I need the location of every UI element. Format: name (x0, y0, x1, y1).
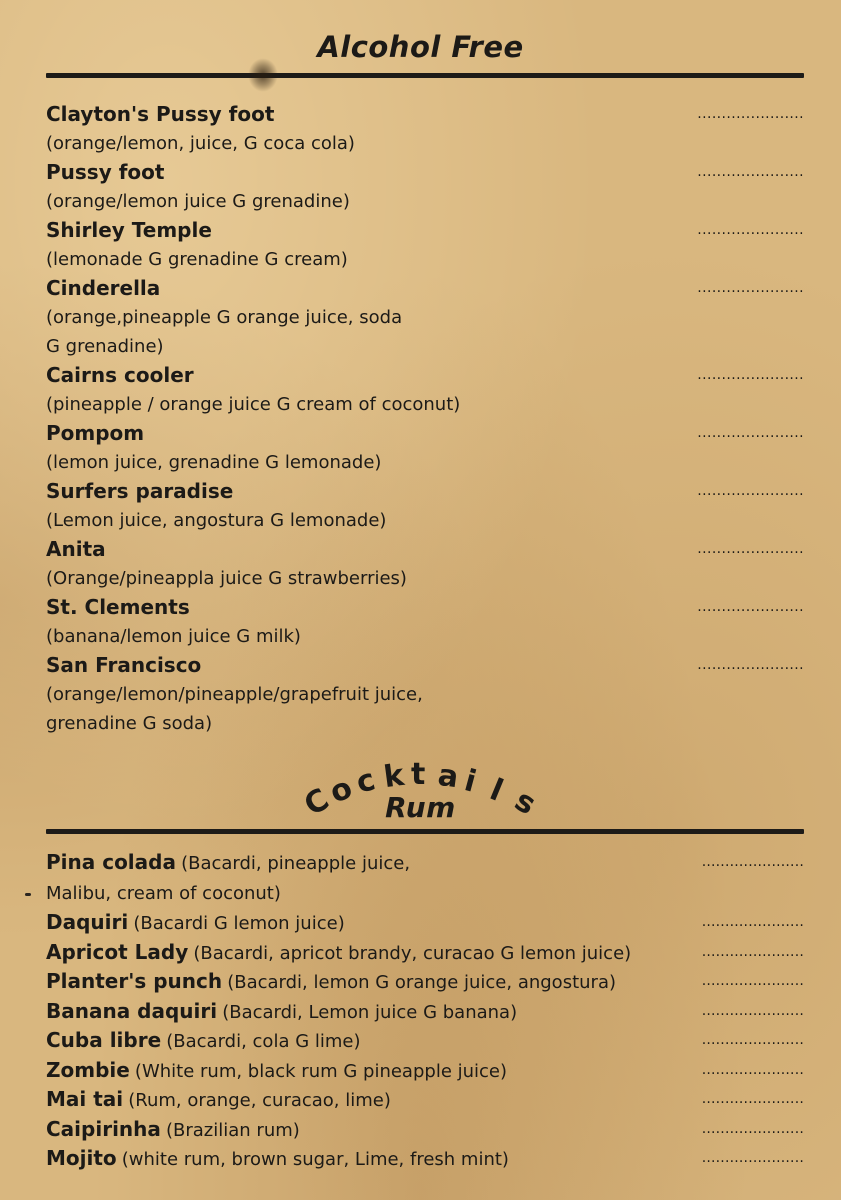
price-dots: ...................... (697, 280, 804, 296)
arc-letter: t (411, 757, 426, 792)
cocktail-name: Mojito (46, 1146, 117, 1170)
cocktail-description: (Bacardi, lemon G orange juice, angostura) (227, 972, 616, 993)
cocktail-name: Caipirinha (46, 1116, 161, 1141)
price-dots: ...................... (701, 914, 804, 930)
drink-description: (orange/lemon, juice, G coca cola) (46, 133, 355, 154)
drink-name: Cairns cooler (46, 363, 194, 387)
rum-subheading: Rum (385, 791, 456, 824)
cocktail-item (46, 1144, 804, 1174)
cocktail-item (46, 848, 804, 908)
arc-letter: l (485, 772, 509, 809)
price-dots: ...................... (697, 599, 804, 615)
cocktail-description: (White rum, black rum G pineapple juice) (134, 1060, 508, 1082)
price-dots: ...................... (701, 1061, 804, 1078)
cocktail-item (46, 1085, 804, 1115)
drink-description: (lemon juice, grenadine G lemonade) (46, 452, 382, 473)
arc-letter: o (324, 770, 357, 811)
cocktail-description-continued: Malibu, cream of coconut) (46, 882, 281, 904)
cocktail-name: Zombie (46, 1057, 130, 1082)
cocktail-description: (white rum, brown sugar, Lime, fresh mint) (121, 1149, 509, 1170)
cocktail-description: (Bacardi, apricot brandy, curacao G lemon juice) (193, 942, 632, 964)
drink-description: (orange,pineapple G orange juice, soda G grenadine) (46, 307, 403, 357)
price-dots: ...................... (697, 164, 804, 180)
cocktail-name: Pina colada (46, 850, 176, 874)
cocktail-description: (Bacardi, cola G lime) (166, 1031, 361, 1052)
drink-description: (Lemon juice, angostura G lemonade) (46, 510, 387, 531)
cocktail-item (46, 1056, 804, 1086)
drink-name: Pompom (46, 421, 145, 445)
stray-mark (25, 893, 31, 896)
price-dots: ...................... (701, 1032, 804, 1048)
drink-name: Surfers paradise (46, 479, 234, 503)
drink-name: Clayton's Pussy foot (46, 102, 275, 126)
price-dots: ...................... (701, 1120, 804, 1137)
arc-letter: C (298, 782, 336, 824)
cocktail-name: Daquiri (46, 910, 129, 934)
price-dots: ...................... (701, 1150, 804, 1166)
price-dots: ...................... (697, 425, 804, 441)
drink-name: Cinderella (46, 276, 161, 300)
arc-letter: k (381, 757, 406, 795)
price-dots: ...................... (701, 1091, 804, 1107)
arc-letter: c (352, 762, 379, 801)
cocktail-name: Banana daquiri (46, 998, 218, 1023)
drink-description: (Orange/pineappla juice G strawberries) (46, 568, 407, 589)
cocktail-description: (Bacardi, pineapple juice, (181, 853, 411, 874)
arc-letter: s (508, 783, 542, 823)
drink-description: (orange/lemon/pineapple/grapefruit juice, grenadine G soda) (46, 684, 423, 734)
cocktail-item (46, 967, 804, 997)
cocktail-description: (Bacardi, Lemon juice G banana) (222, 1001, 518, 1023)
drink-name: San Francisco (46, 653, 202, 677)
drink-description: (orange/lemon juice G grenadine) (46, 191, 350, 212)
cocktail-name: Planter's punch (46, 969, 223, 993)
drink-description: (banana/lemon juice G milk) (46, 626, 301, 647)
cocktail-name: Cuba libre (46, 1028, 162, 1052)
drink-name: Shirley Temple (46, 218, 212, 242)
cocktail-item (46, 997, 804, 1027)
cocktail-description: (Rum, orange, curacao, lime) (128, 1090, 391, 1111)
cocktails-rule (46, 829, 804, 834)
cocktail-item (46, 1115, 804, 1145)
price-dots: ...................... (701, 973, 804, 989)
price-dots: ...................... (697, 483, 804, 499)
arc-letter: i (461, 763, 481, 800)
cocktail-item (46, 938, 804, 968)
cocktail-description: (Brazilian rum) (166, 1119, 300, 1141)
drink-description: (lemonade G grenadine G cream) (46, 249, 348, 270)
price-dots: ...................... (697, 541, 804, 557)
drink-name: Anita (46, 537, 106, 561)
drink-name: St. Clements (46, 595, 190, 619)
price-dots: ...................... (697, 367, 804, 383)
price-dots: ...................... (701, 1002, 804, 1019)
price-dots: ...................... (701, 854, 804, 870)
cocktail-description: (Bacardi G lemon juice) (133, 913, 345, 934)
cocktail-name: Apricot Lady (46, 939, 189, 964)
price-dots: ...................... (697, 222, 804, 238)
drink-description: (pineapple / orange juice G cream of coconut) (46, 394, 461, 415)
cocktail-item (46, 1026, 804, 1056)
price-dots: ...................... (697, 106, 804, 122)
alcohol-free-heading: Alcohol Free (317, 30, 524, 64)
cocktail-name: Mai tai (46, 1087, 124, 1111)
drink-name: Pussy foot (46, 160, 165, 184)
rum-cocktail-list (46, 848, 804, 1174)
arc-letter: a (436, 757, 461, 795)
price-dots: ...................... (697, 657, 804, 673)
price-dots: ...................... (701, 943, 804, 960)
cocktail-item (46, 908, 804, 938)
